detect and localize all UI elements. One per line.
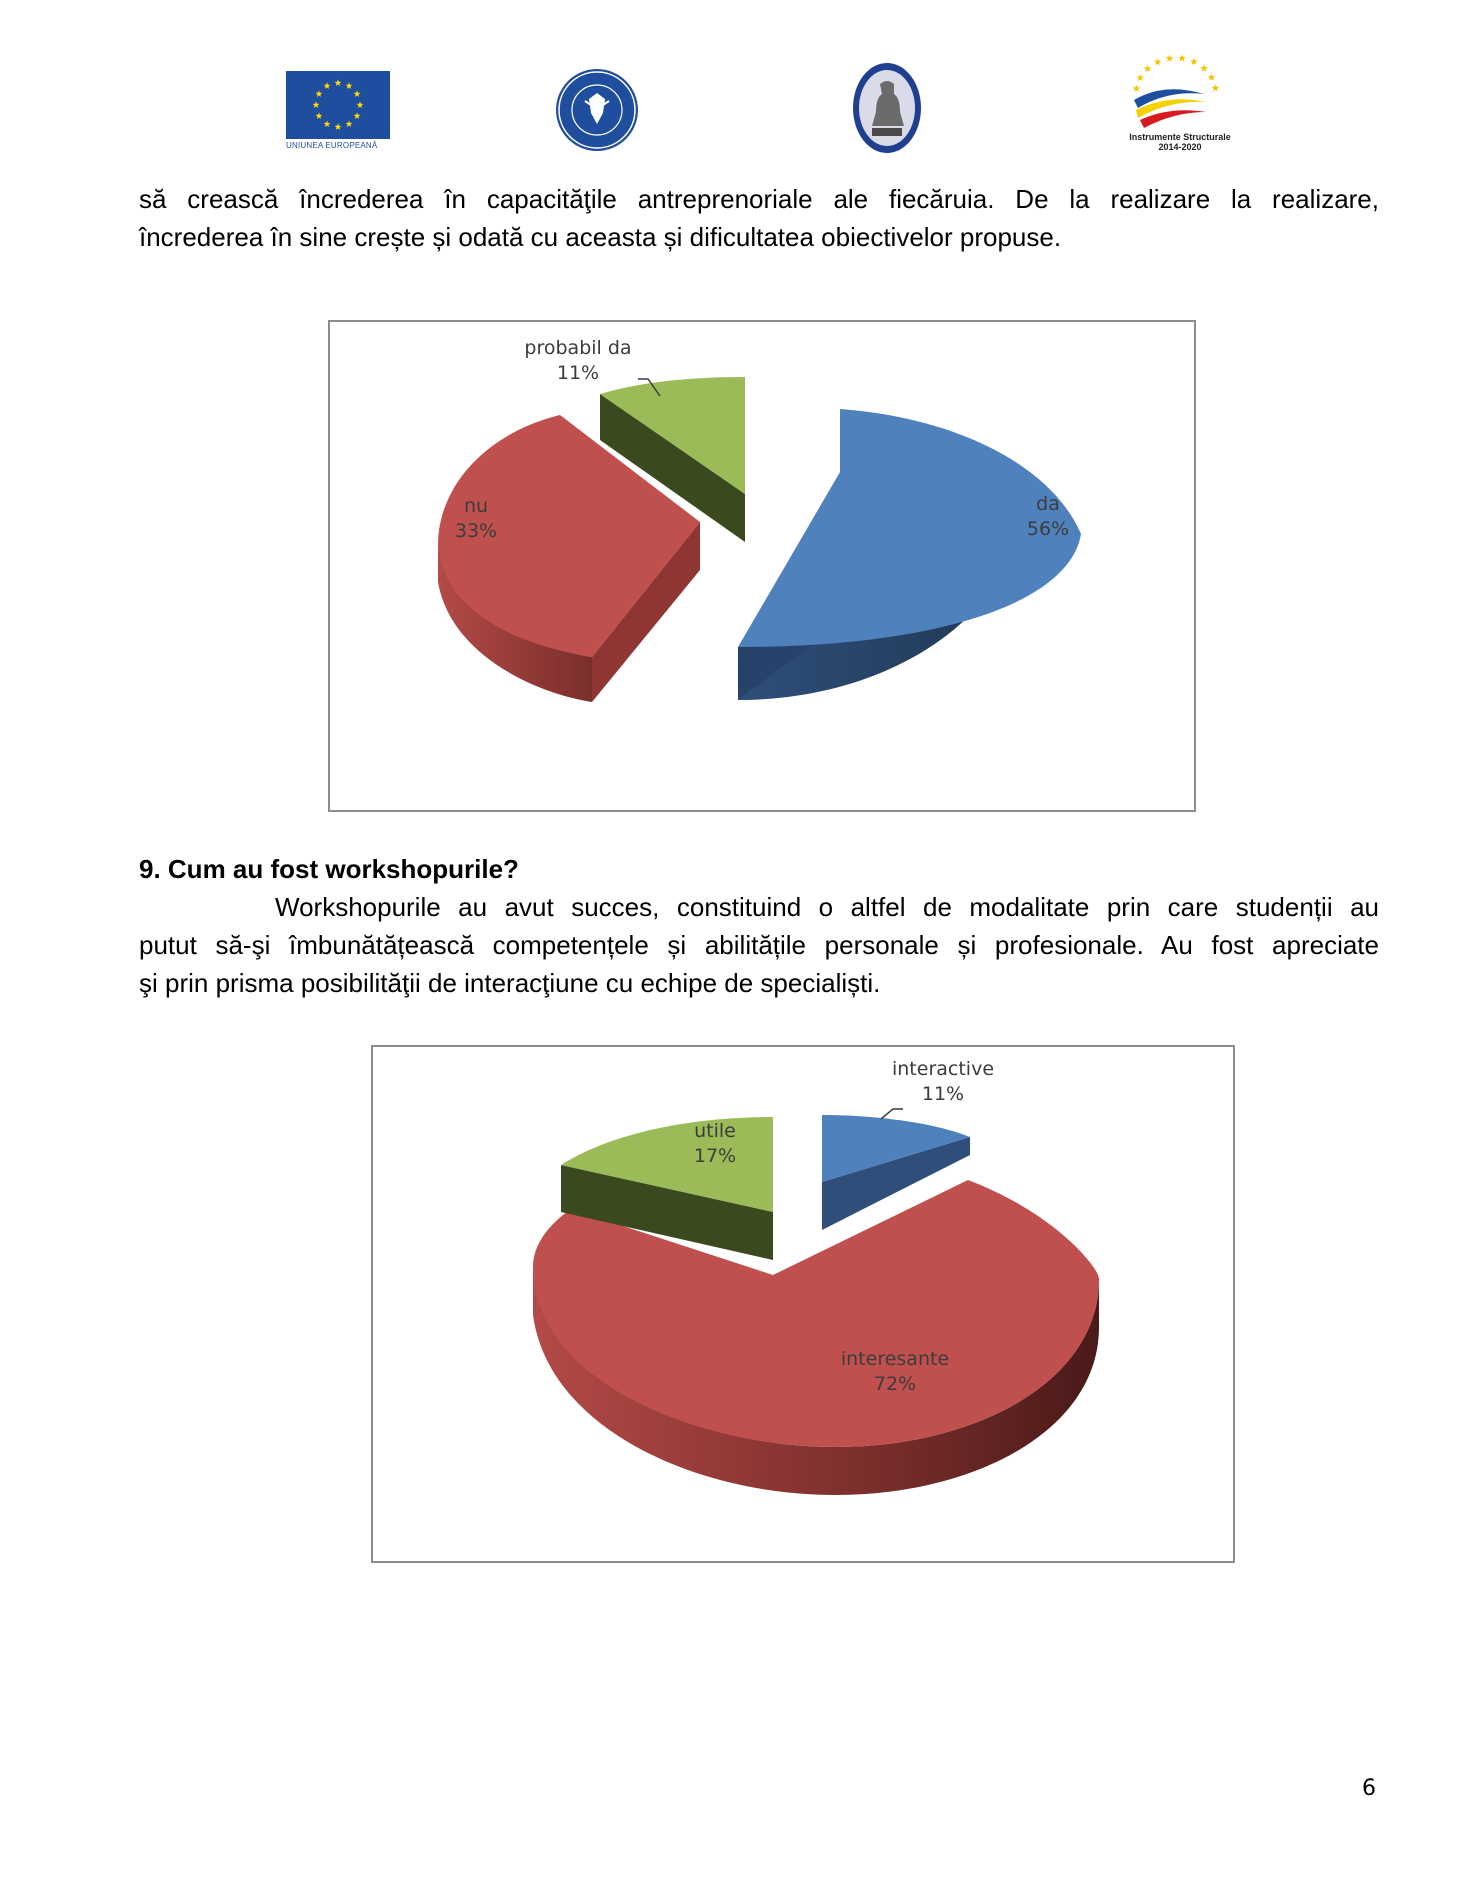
eu-star-icon	[357, 101, 364, 108]
chart1-value-nu: 33%	[454, 520, 498, 542]
chart1-value-da: 56%	[1026, 518, 1070, 540]
is-star-icon	[1212, 84, 1220, 91]
chart2-value-utile: 17%	[693, 1145, 737, 1167]
chart1-value-probabil-da: 11%	[556, 362, 600, 384]
structural-instruments-logo	[1120, 48, 1240, 156]
university-emblem-logo	[852, 62, 922, 154]
eu-star-icon	[324, 82, 331, 89]
pie-chart-2	[371, 1045, 1235, 1563]
paragraph-2-line-2: putut să-şi îmbunătățească competențele și abilitățile personale și profesionale. Au fost apreciate	[139, 930, 1379, 960]
eu-star-icon	[335, 123, 342, 130]
chart2-label-interesante: interesante	[840, 1348, 950, 1370]
is-star-icon	[1144, 65, 1152, 72]
eu-star-icon	[346, 82, 353, 89]
eu-star-icon	[354, 90, 361, 97]
pie-chart-1	[328, 320, 1196, 812]
eu-star-icon	[316, 112, 323, 119]
page-number: 6	[1362, 1776, 1376, 1801]
chart2-value-interactive: 11%	[921, 1083, 965, 1105]
is-star-icon	[1208, 73, 1216, 80]
section-heading: 9. Cum au fost workshopurile?	[139, 854, 519, 884]
is-caption-line2: 2014-2020	[1158, 142, 1202, 152]
chart2-value-interesante: 72%	[873, 1373, 917, 1395]
is-caption-line1: Instrumente Structurale	[1129, 132, 1231, 142]
chart2-label-interactive: interactive	[891, 1058, 995, 1080]
is-star-icon	[1154, 58, 1162, 65]
eu-flag-logo	[286, 71, 390, 153]
eu-star-icon	[313, 101, 320, 108]
is-star-icon	[1166, 54, 1174, 61]
paragraph-2-line-1: Workshopurile au avut succes, constituind o altfel de modalitate prin care studenții au	[275, 892, 1379, 922]
eu-star-icon	[324, 120, 331, 127]
eu-flag	[286, 71, 390, 139]
government-seal-logo	[555, 68, 639, 152]
chart1-label-probabil-da: probabil da	[524, 337, 632, 359]
eu-caption: UNIUNEA EUROPEANĂ	[286, 141, 378, 150]
paragraph-1-line-2: încrederea în sine crește și odată cu aceasta și dificultatea obiectivelor propuse.	[139, 222, 1062, 252]
eu-star-icon	[346, 120, 353, 127]
is-star-icon	[1190, 58, 1198, 65]
chart2-label-utile: utile	[694, 1120, 736, 1142]
is-star-icon	[1200, 64, 1208, 71]
eu-star-icon	[335, 79, 342, 86]
paragraph-1-line-1: să crească încrederea în capacităţile antreprenoriale ale fiecăruia. De la realizare la realizare,	[139, 184, 1379, 214]
is-star-icon	[1136, 74, 1144, 81]
header-logos	[0, 0, 1471, 170]
chart1-label-nu: nu	[463, 495, 489, 517]
chart1-label-da: da	[1036, 493, 1060, 515]
eu-star-icon	[316, 90, 323, 97]
eu-star-icon	[354, 112, 361, 119]
structural-instruments-caption	[1120, 132, 1240, 152]
paragraph-2-line-3: şi prin prisma posibilităţii de interacţiune cu echipe de specialiști.	[139, 968, 881, 998]
is-star-icon	[1178, 54, 1186, 61]
is-star-icon	[1133, 85, 1141, 92]
chart2-leader-line	[881, 1109, 903, 1119]
